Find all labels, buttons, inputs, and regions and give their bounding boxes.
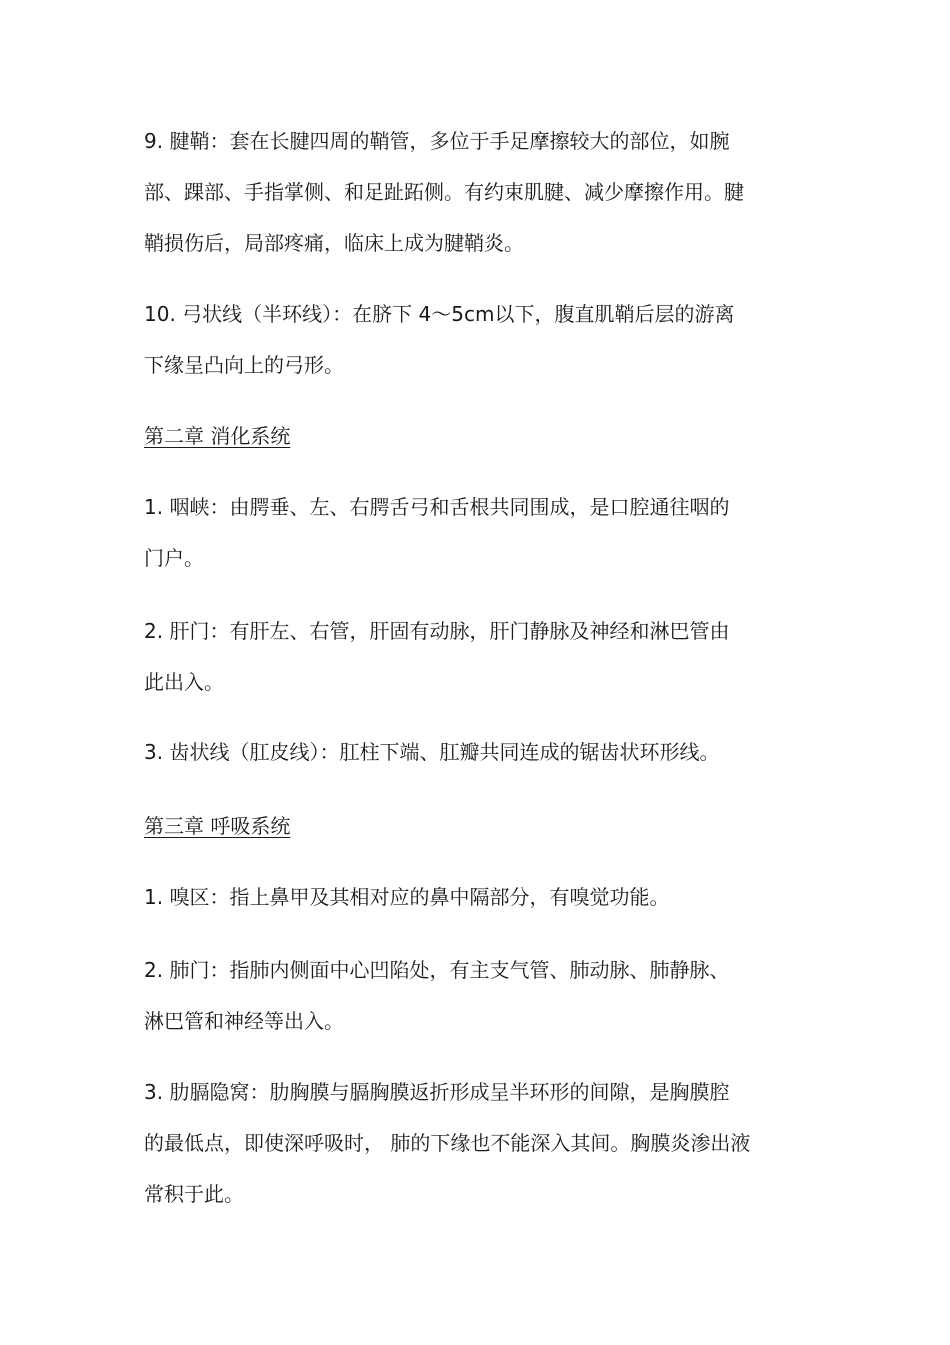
text-line: 2. 肝门：有肝左、右管，肝固有动脉，肝门静脉及神经和淋巴管由	[144, 619, 730, 643]
text-line: 的最低点，即使深呼吸时， 肺的下缘也不能深入其间。胸膜炎渗出液	[144, 1131, 751, 1155]
chapter-heading-digestive: 第二章 消化系统	[144, 424, 291, 448]
text-line: 常积于此。	[144, 1182, 244, 1206]
text-line: 门户。	[144, 546, 204, 570]
text-line: 下缘呈凸向上的弓形。	[144, 353, 344, 377]
text-line: 部、踝部、手指掌侧、和足趾跖侧。有约束肌腱、减少摩擦作用。腱	[144, 180, 744, 204]
text-line: 9. 腱鞘：套在长腱四周的鞘管，多位于手足摩擦较大的部位，如腕	[144, 129, 730, 153]
paragraph-isthmus-faucium	[144, 482, 794, 584]
text-line: 此出入。	[144, 670, 224, 694]
text-line: 3. 肋膈隐窝：肋胸膜与膈胸膜返折形成呈半环形的间隙，是胸膜腔	[144, 1080, 730, 1104]
text-line: 鞘损伤后，局部疼痛，临床上成为腱鞘炎。	[144, 231, 524, 255]
paragraph-olfactory-region	[144, 872, 794, 923]
paragraph-porta-hepatis	[144, 606, 794, 708]
paragraph-dentate-line	[144, 727, 794, 778]
text-line: 1. 嗅区：指上鼻甲及其相对应的鼻中隔部分，有嗅觉功能。	[144, 885, 670, 909]
text-line: 3. 齿状线（肛皮线）：肛柱下端、肛瓣共同连成的锯齿状环形线。	[144, 740, 720, 764]
text-line: 2. 肺门：指肺内侧面中心凹陷处，有主支气管、肺动脉、肺静脉、	[144, 958, 730, 982]
text-line: 1. 咽峡：由腭垂、左、右腭舌弓和舌根共同围成，是口腔通往咽的	[144, 495, 730, 519]
text-line: 淋巴管和神经等出入。	[144, 1009, 344, 1033]
text-line: 10. 弓状线（半环线）：在脐下 4～5cm以下，腹直肌鞘后层的游离	[144, 302, 735, 326]
paragraph-costodiaphragmatic-recess	[144, 1067, 794, 1220]
paragraph-arcuate-line	[144, 289, 794, 391]
paragraph-hilum-of-lung	[144, 945, 794, 1047]
paragraph-tendon-sheath	[144, 116, 794, 269]
chapter-heading-respiratory: 第三章 呼吸系统	[144, 814, 291, 838]
